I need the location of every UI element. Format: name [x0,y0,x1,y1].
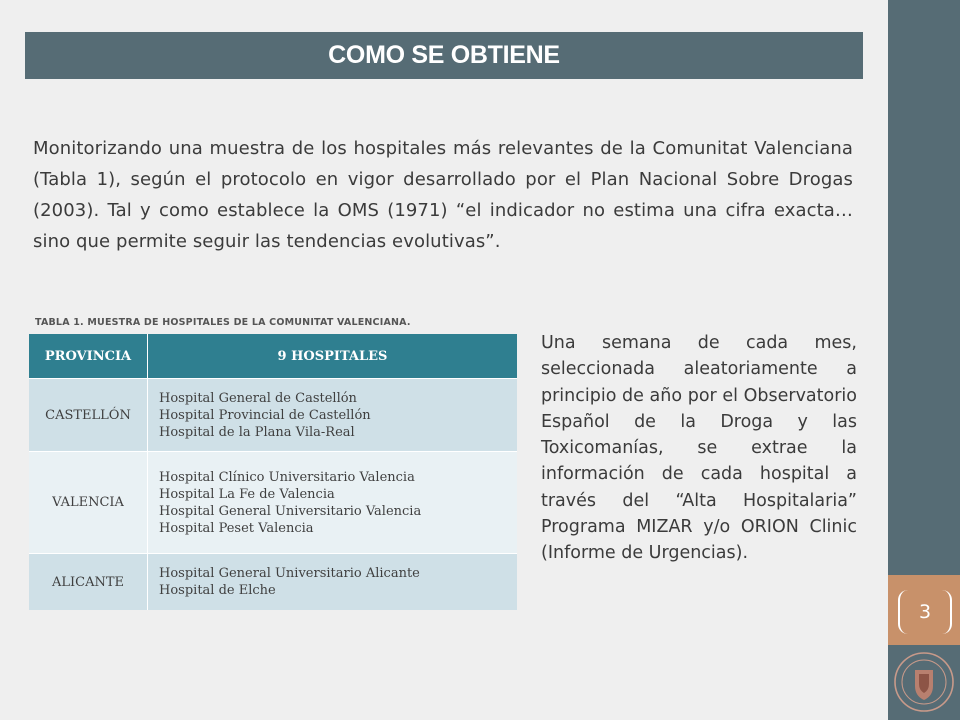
intro-paragraph: Monitorizando una muestra de los hospitales más relevantes de la Comunitat Valenciana (Tabla 1), según el protocolo en vigor desarrollado por el Plan Nacional Sobre Drogas (2003). Tal y como establece la OMS (1971) “el indicador no estima una cifra exacta… sino que permite seguir las tendencias evolutivas”. [33,138,853,252]
slide-title: COMO SE OBTIENE [25,32,863,79]
hospital-name: Hospital General Universitario Alicante [159,566,420,581]
hospitals-table [29,334,517,610]
hospital-name: Hospital General de Castellón [159,390,357,406]
hospital-name: Hospital Clínico Universitario Valencia [159,469,415,485]
header-hospitales: 9 HOSPITALES [148,334,518,379]
province-cell: CASTELLÓN [29,379,148,452]
province-cell: VALENCIA [29,452,148,554]
hospital-list-cell [148,379,518,452]
hospital-name: Hospital La Fe de Valencia [159,486,335,502]
province-cell: ALICANTE [29,554,148,611]
hospital-list-cell [148,452,518,554]
hospital-name: Hospital General Universitario Valencia [159,503,422,519]
table-header-row [29,334,517,379]
header-provincia: PROVINCIA [29,334,148,379]
page-number: 3 [898,590,952,634]
hospital-name: Hospital de la Plana Vila-Real [159,424,355,440]
table-row [29,554,517,611]
hospital-list-cell [148,554,518,611]
hospital-name: Hospital Provincial de Castellón [159,407,371,423]
hospital-name: Hospital Peset Valencia [159,520,314,536]
table-row [29,452,517,554]
university-seal-icon [893,648,955,716]
hospital-name: Hospital de Elche [159,583,276,598]
table-row [29,379,517,452]
table-caption: TABLA 1. MUESTRA DE HOSPITALES DE LA COMUNITAT VALENCIANA. [35,317,411,328]
procedure-paragraph: Una semana de cada mes, seleccionada aleatoriamente a principio de año por el Observatorio Español de la Droga y las Toxicomanías, se extrae la información de cada hospital a través del “Alta Hospitalaria” Programa MIZAR y/o ORION Clinic (Informe de Urgencias). [541,333,857,564]
